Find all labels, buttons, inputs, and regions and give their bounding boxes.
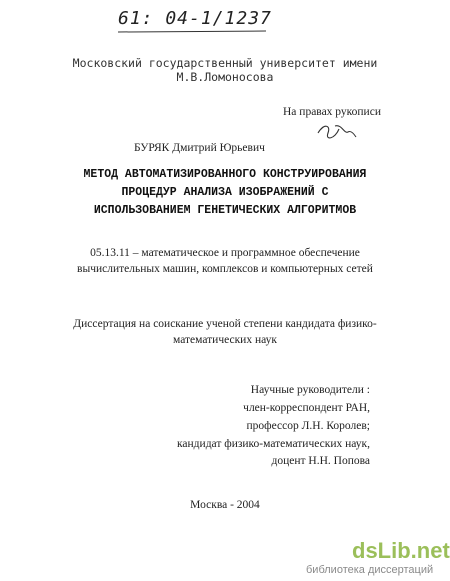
institution-line2: М.В.Ломоносова xyxy=(176,70,274,84)
archive-number: 61: 04-1/1237 xyxy=(118,8,272,29)
dissertation-title-line3: ИСПОЛЬЗОВАНИЕМ ГЕНЕТИЧЕСКИХ АЛГОРИТМОВ xyxy=(93,204,357,217)
dissertation-title-line2: ПРОЦЕДУР АНАЛИЗА ИЗОБРАЖЕНИЙ С xyxy=(121,186,329,199)
supervisor-line3: кандидат физико-математических наук, xyxy=(177,438,370,450)
supervisors-heading: Научные руководители : xyxy=(250,384,370,396)
degree-line1: Диссертация на соискание ученой степени кандидата физико- xyxy=(73,318,377,330)
watermark xyxy=(302,538,450,580)
degree-line2: математических наук xyxy=(173,334,277,346)
watermark-subtitle: библиотека диссертаций xyxy=(306,564,434,576)
signature-mark xyxy=(315,120,359,142)
place-year: Москва - 2004 xyxy=(190,499,260,511)
specialty-line1: 05.13.11 – математическое и программное обеспечение xyxy=(90,247,360,259)
author-name: БУРЯК Дмитрий Юрьевич xyxy=(134,142,265,154)
supervisor-line1: член-корреспондент РАН, xyxy=(243,402,370,414)
institution-line1: Московский государственный университет имени xyxy=(72,56,378,70)
dissertation-title-line1: МЕТОД АВТОМАТИЗИРОВАННОГО КОНСТРУИРОВАНИЯ xyxy=(83,168,367,181)
supervisor-line2: профессор Л.Н. Королев; xyxy=(246,420,370,432)
specialty-line2: вычислительных машин, комплексов и компьютерных сетей xyxy=(77,263,373,275)
manuscript-rights: На правах рукописи xyxy=(283,106,381,118)
supervisor-line4: доцент Н.Н. Попова xyxy=(271,455,370,467)
watermark-logo: dsLib.net xyxy=(352,538,450,563)
archive-underline xyxy=(118,30,268,34)
